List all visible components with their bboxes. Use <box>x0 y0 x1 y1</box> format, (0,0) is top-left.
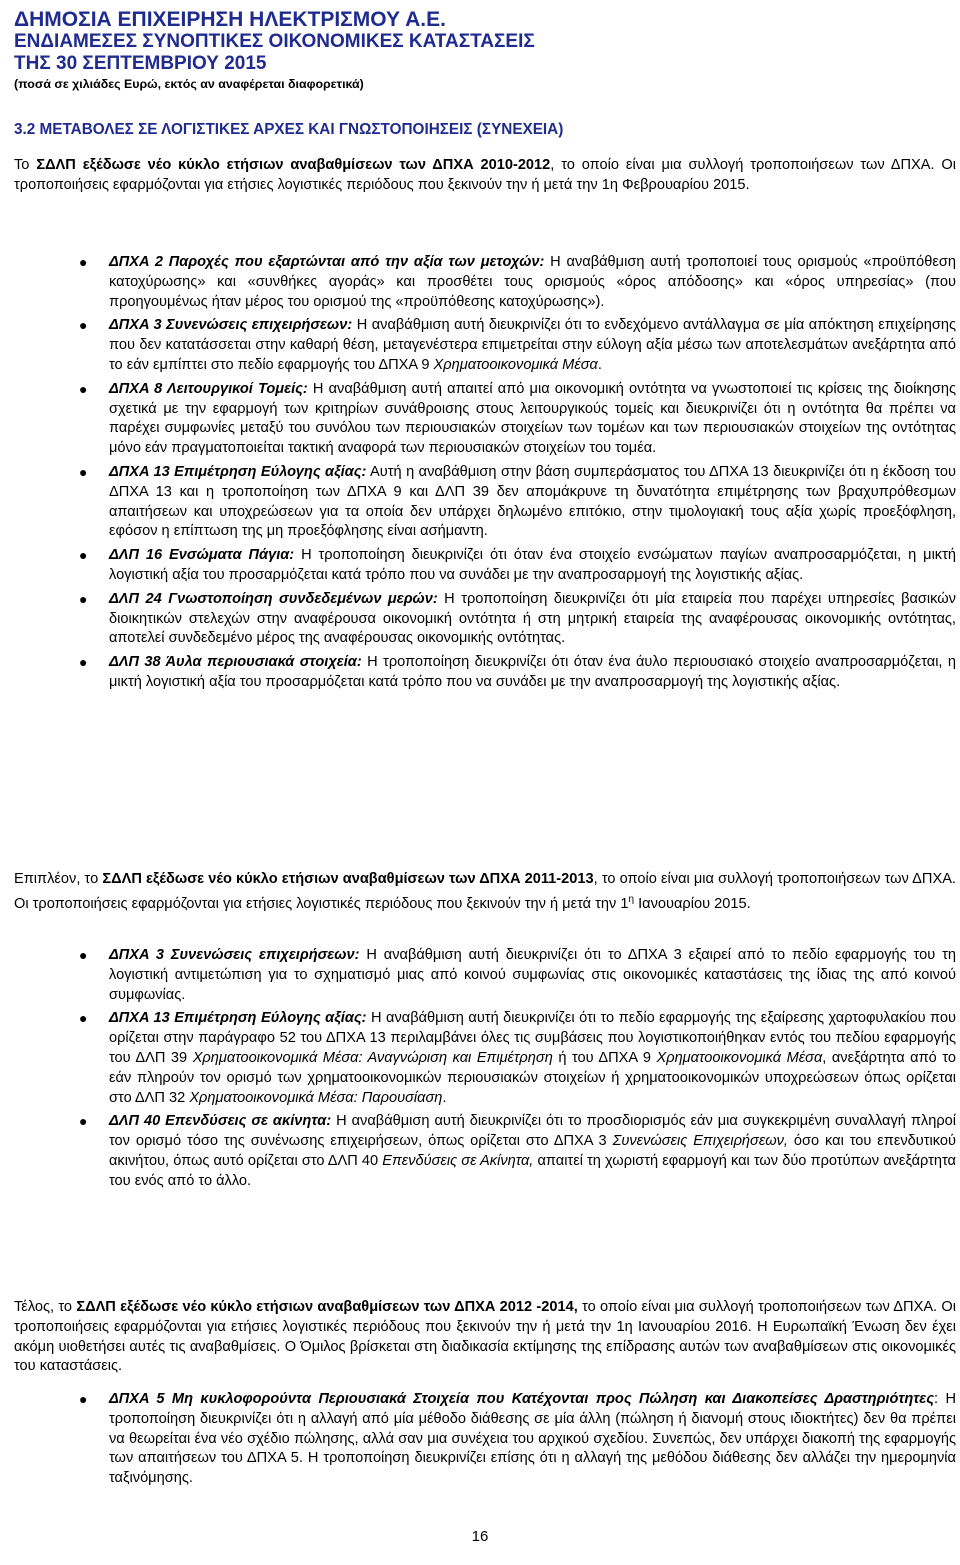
list-item: ● ΔΛΠ 38 Άυλα περιουσιακά στοιχεία: Η τροποποίηση διευκρινίζει ότι όταν ένα άυλο περιουσιακό στοιχείο αναπροσαρμόζεται, η μικτή λογιστική αξία του προσαρμόζεται κατά τρόπο που να συνάδει με την αναπροσαρμογή της λογιστικής αξίας. <box>79 654 956 690</box>
list-item: ● ΔΠΧΑ 5 Μη κυκλοφορούντα Περιουσιακά Στοιχεία που Κατέχονται προς Πώληση και Διακοπείσες Δραστηριότητες: Η τροποποίηση διευκρινίζει ότι η αλλαγή από μία μέθοδο διάθεσης σε μία άλλη (πώληση ή διανομή στους ιδιοκτήτες) δεν θα πρέπει να θεωρείται ένα νέο σχέδιο πώλησης, αλλά σαν μια συνέχεια του αρχικού σχεδίου. Συνεπώς, δεν υπάρχει διακοπή της εφαρμογής των απαιτήσεων του ΔΠΧΑ 5. Η τροποποίηση διευκρινίζει επίσης ότι η αλλαγή της μεθόδου διάθεσης δεν αλλάζει την ημερομηνία ταξινόμησης. <box>79 1391 956 1487</box>
amounts-note: (ποσά σε χιλιάδες Ευρώ, εκτός αν αναφέρεται διαφορετικά) <box>14 77 364 91</box>
bullet-icon: ● <box>79 463 88 480</box>
list-item: ● ΔΠΧΑ 13 Επιμέτρηση Εύλογης αξίας: Η αναβάθμιση αυτή διευκρινίζει ότι το πεδίο εφαρμογής της εξαίρεσης χαρτοφυλακίου που ορίζεται στην παράγραφο 52 του ΔΠΧΑ 13 περιλαμβάνει όλες τις συμβάσεις που λογιστικοποιήθηκαν εντός του πεδίου εφαρμογής του ΔΛΠ 39 Χρηματοοικονομικά Μέσα: Αναγνώριση και Επιμέτρηση ή του ΔΠΧΑ 9 Χρηματοοικονομικά Μέσα, ανεξάρτητα από το εάν πληρούν τον ορισμό των χρηματοοικονομικών περιουσιακών στοιχείων ή χρηματοοικονομικών υποχρεώσεων όπως ορίζεται στο ΔΛΠ 32 Χρηματοοικονομικά Μέσα: Παρουσίαση. <box>79 1010 956 1106</box>
company-name: ΔΗΜΟΣΙΑ ΕΠΙΧΕΙΡΗΣΗ ΗΛΕΚΤΡΙΣΜΟΥ Α.Ε. <box>14 8 446 31</box>
list-item: ● ΔΠΧΑ 3 Συνενώσεις επιχειρήσεων: Η αναβάθμιση αυτή διευκρινίζει ότι το ΔΠΧΑ 3 εξαιρεί από το πεδίο εφαρμογής του τη λογιστική αντιμετώπιση για το σχηματισμό μιας από κοινού συμφωνίας στις οικονομικές καταστάσεις της ίδιας της από κοινού συμφωνίας. <box>79 947 956 1003</box>
intro-paragraph-1: Το ΣΔΛΠ εξέδωσε νέο κύκλο ετήσιων αναβαθμίσεων των ΔΠΧΑ 2010-2012, το οποίο είναι μια συλλογή τροποποιήσεων των ΔΠΧΑ. Οι τροποποιήσεις εφαρμόζονται για ετήσιες λογιστικές περιόδους που ξεκινούν την ή μετά την 1η Φεβρουαρίου 2015. <box>14 157 956 193</box>
amendments-list-2010-2012 <box>0 253 956 697</box>
bullet-icon: ● <box>79 590 88 607</box>
list-item: ● ΔΛΠ 24 Γνωστοποίηση συνδεδεμένων μερών: Η τροποποίηση διευκρινίζει ότι μία εταιρεία που παρέχει υπηρεσίες βασικών διοικητικών στελεχών στην αναφέρουσα οικονομική οντότητα ή στη μητρική εταιρεία της αναφέρουσας οικονομικής οντότητας, αποτελεί συνδεδεμένο μέρος της αναφέρουσας οικονομικής οντότητας. <box>79 590 956 647</box>
bullet-icon: ● <box>79 1391 88 1407</box>
amendments-list-2012-2014 <box>0 1390 956 1493</box>
list-item: ● ΔΠΧΑ 3 Συνενώσεις επιχειρήσεων: Η αναβάθμιση αυτή διευκρινίζει ότι το ενδεχόμενο αντάλλαγμα σε μία απόκτηση επιχείρησης που δεν κατατάσσεται στην καθαρή θέση, μεταγενέστερα επιμετρείται στην εύλογη αξία μέσω των αποτελεσμάτων ανεξάρτητα από το εάν εμπίπτει στο πεδίο εφαρμογής του ΔΠΧΑ 9 Χρηματοοικονομικά Μέσα. <box>79 317 956 373</box>
report-date: ΤΗΣ 30 ΣΕΠΤΕΜΒΡΙΟΥ 2015 <box>14 53 267 74</box>
list-item: ● ΔΠΧΑ 2 Παροχές που εξαρτώνται από την αξία των μετοχών: Η αναβάθμιση αυτή τροποποιεί τους ορισμούς «προϋπόθεση κατοχύρωσης» και «συνθήκες αγοράς» και προσθέτει τους ορισμούς «όρος απόδοσης» και «όρος υπηρεσίας» (που προηγουμένως ήταν μέρος του ορισμού της «προϋπόθεσης κατοχύρωσης»). <box>79 254 956 310</box>
list-item: ● ΔΛΠ 16 Ενσώματα Πάγια: Η τροποποίηση διευκρινίζει ότι όταν ένα στοιχείο ενσώματων παγίων αναπροσαρμόζεται, η μικτή λογιστική αξία του προσαρμόζεται κατά τρόπο που να συνάδει με την αναπροσαρμογή της λογιστικής αξίας. <box>79 547 956 583</box>
bullet-icon: ● <box>79 547 88 564</box>
list-item: ● ΔΠΧΑ 13 Επιμέτρηση Εύλογης αξίας: Αυτή η αναβάθμιση στην βάση συμπεράσματος του ΔΠΧΑ 13 διευκρινίζει ότι η έκδοση του ΔΠΧΑ 13 και η τροποποίηση των ΔΠΧΑ 9 και ΔΛΠ 39 δεν απομάκρυνε τη δυνατότητα επιμέτρησης των βραχυπρόθεσμων απαιτήσεων και υποχρεώσεων για τα οποία δεν υπάρχει δηλωμένο επιτόκιο, στην τιμολογιακή τους αξία χωρίς προεξόφληση, εφόσον η επίπτωση της μη προεξόφλησης είναι ασήμαντη. <box>79 463 956 540</box>
report-title: ΕΝΔΙΑΜΕΣΕΣ ΣΥΝΟΠΤΙΚΕΣ ΟΙΚΟΝΟΜΙΚΕΣ ΚΑΤΑΣΤΑΣΕΙΣ <box>14 31 535 52</box>
intro-paragraph-3: Τέλος, το ΣΔΛΠ εξέδωσε νέο κύκλο ετήσιων αναβαθμίσεων των ΔΠΧΑ 2012 -2014, το οποίο είναι μια συλλογή τροποποιήσεων των ΔΠΧΑ. Οι τροποποιήσεις εφαρμόζονται για ετήσιες λογιστικές περιόδους που ξεκινούν την ή μετά την 1η Ιανουαρίου 2016. Η Ευρωπαϊκή Ένωση δεν έχει ακόμη υιοθετήσει αυτές τις αναβαθμίσεις. Ο Όμιλος βρίσκεται στη διαδικασία εκτίμησης της επίδρασης αυτών των αναβαθμίσεων στις οικονομικές του καταστάσεις. <box>14 1299 956 1375</box>
section-title: 3.2 ΜΕΤΑΒΟΛΕΣ ΣΕ ΛΟΓΙΣΤΙΚΕΣ ΑΡΧΕΣ ΚΑΙ ΓΝΩΣΤΟΠΟΙΗΣΕΙΣ (ΣΥΝΕΧΕΙΑ) <box>14 121 564 138</box>
page-number: 16 <box>471 1528 489 1545</box>
bullet-icon: ● <box>79 1010 88 1027</box>
intro-paragraph-2: Επιπλέον, το ΣΔΛΠ εξέδωσε νέο κύκλο ετήσιων αναβαθμίσεων των ΔΠΧΑ 2011-2013, το οποίο είναι μια συλλογή τροποποιήσεων των ΔΠΧΑ. Οι τροποποιήσεις εφαρμόζονται για ετήσιες λογιστικές περιόδους που ξεκινούν την ή μετά την $1^\eta$ Ιανουαρίου 2015. <box>14 871 956 912</box>
amendments-list-2011-2013 <box>0 946 956 1196</box>
bullet-icon: ● <box>79 317 88 334</box>
list-item: ● ΔΠΧΑ 8 Λειτουργικοί Τομείς: Η αναβάθμιση αυτή απαιτεί από μια οικονομική οντότητα να γνωστοποιεί τις κρίσεις της διοίκησης σχετικά με την εφαρμογή των κριτηρίων συνάθροισης στους λειτουργικούς τομείς και διευκρινίζει ότι η οντότητα θα πρέπει να παρέχει συμφωνίες μεταξύ του συνόλου των περιουσιακών στοιχείων των τομέων και των περιουσιακών στοιχείων της οντότητας μόνο εάν πραγματοποιείται τακτική αναφορά των περιουσιακών στοιχείων του τομέα. <box>79 380 956 457</box>
bullet-icon: ● <box>79 1113 88 1130</box>
bullet-icon: ● <box>79 254 88 270</box>
list-item: ● ΔΛΠ 40 Επενδύσεις σε ακίνητα: Η αναβάθμιση αυτή διευκρινίζει ότι το προσδιορισμός εάν μια συγκεκριμένη συναλλαγή πληροί τον ορισμό τόσο της συνένωσης επιχειρήσεων, όπως ορίζεται στο ΔΠΧΑ 3 Συνενώσεις Επιχειρήσεων, όσο και του επενδυτικού ακινήτου, όπως αυτό ορίζεται στο ΔΛΠ 40 Επενδύσεις σε Ακίνητα, απαιτεί τη χωριστή εφαρμογή και των δύο προτύπων ανεξάρτητα του ενός από το άλλο. <box>79 1113 956 1189</box>
bullet-icon: ● <box>79 654 88 671</box>
bullet-icon: ● <box>79 947 88 963</box>
bullet-icon: ● <box>79 380 88 397</box>
